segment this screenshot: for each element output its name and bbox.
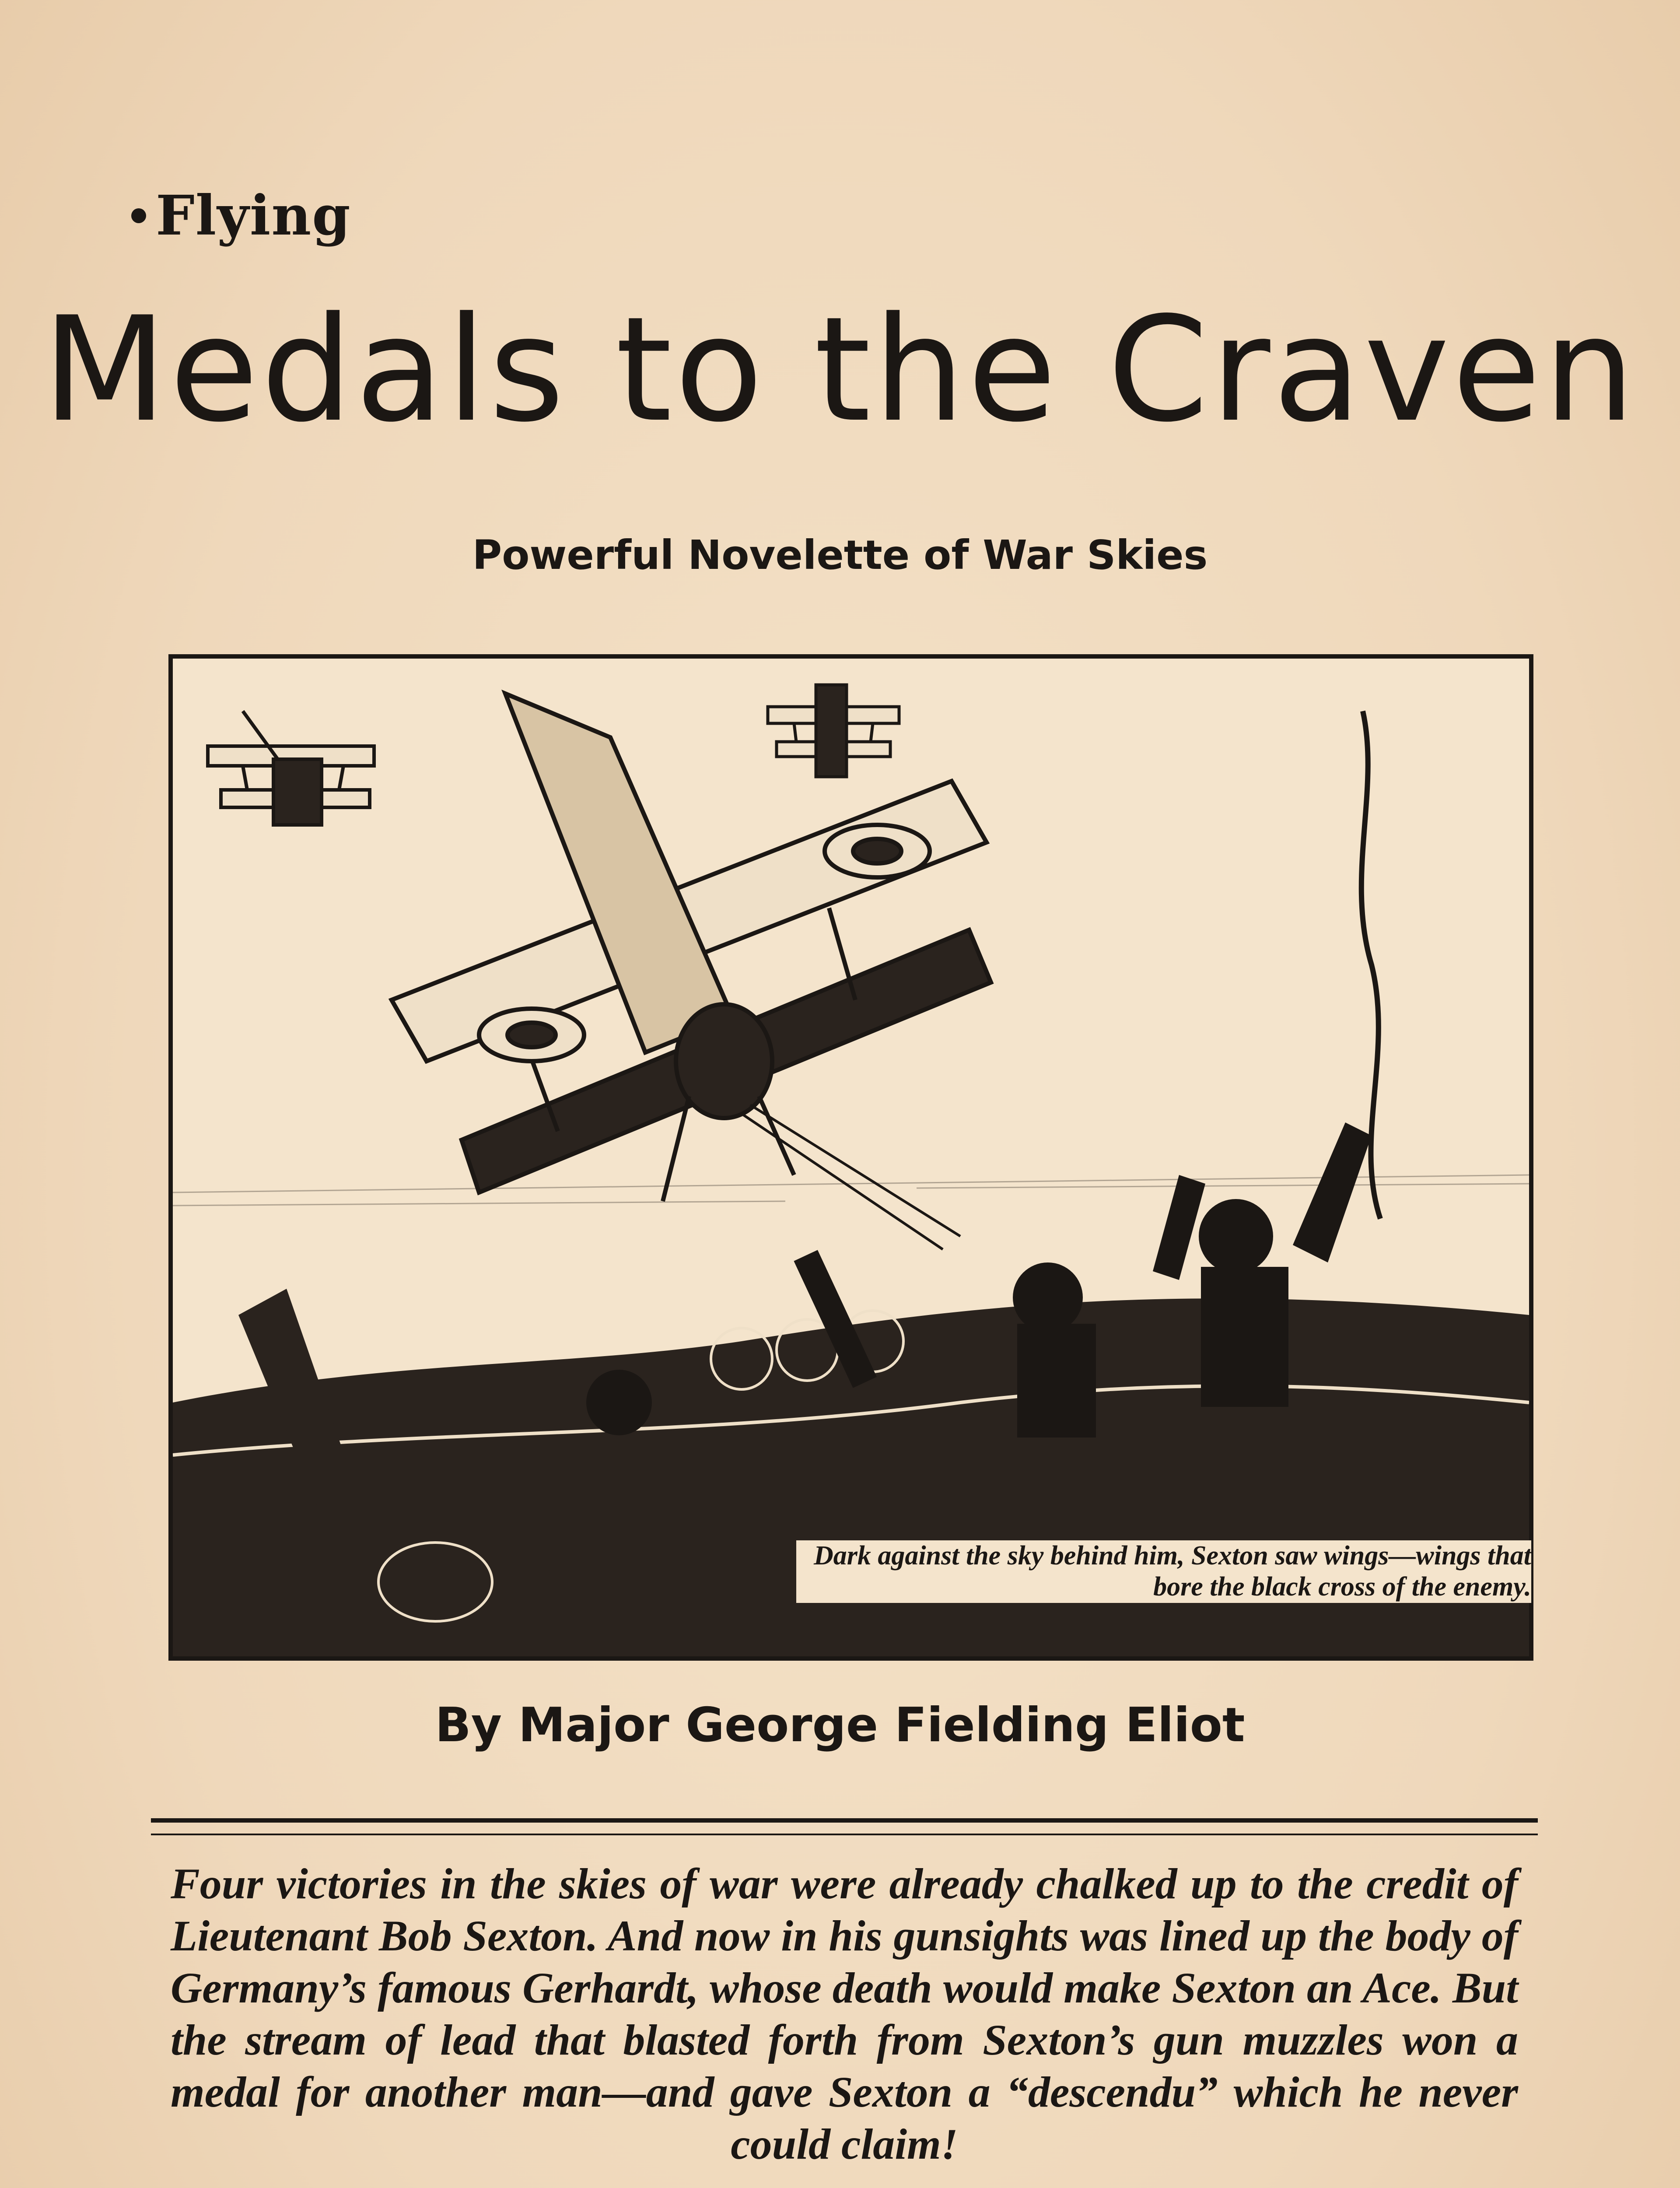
enemy-biplane-right (768, 685, 899, 777)
bullet-icon (131, 208, 146, 223)
story-subtitle: Powerful Novelette of War Skies (472, 532, 1208, 579)
story-blurb: Four victories in the skies of war were already chalked up to the credit of Lieutenant Bob Sexton. And now in his gunsights was lined up the body of Germany’s famous Gerhardt, whose death would make Sexton an Ace. But the stream of lead that blasted forth from Sexton’s gun muzzles won a medal for another man—and gave Sexton a “descendu” which he never could claim! (171, 1859, 1518, 2168)
section-label: Flying (156, 184, 351, 248)
illustration-caption: Dark against the sky behind him, Sexton saw wings—wings that bore the black cross of the enemy. (796, 1540, 1531, 1603)
section-tag (131, 184, 351, 248)
author-byline: By Major George Fielding Eliot (435, 1698, 1245, 1753)
divider-thin-top (151, 1834, 1538, 1835)
story-illustration (168, 654, 1533, 1661)
enemy-biplane-left (208, 711, 374, 825)
story-title: Medals to the Craven (42, 286, 1638, 454)
diving-biplane (392, 694, 991, 1201)
aerial-combat-illustration (173, 659, 1529, 1656)
divider-thick-top (151, 1818, 1538, 1823)
